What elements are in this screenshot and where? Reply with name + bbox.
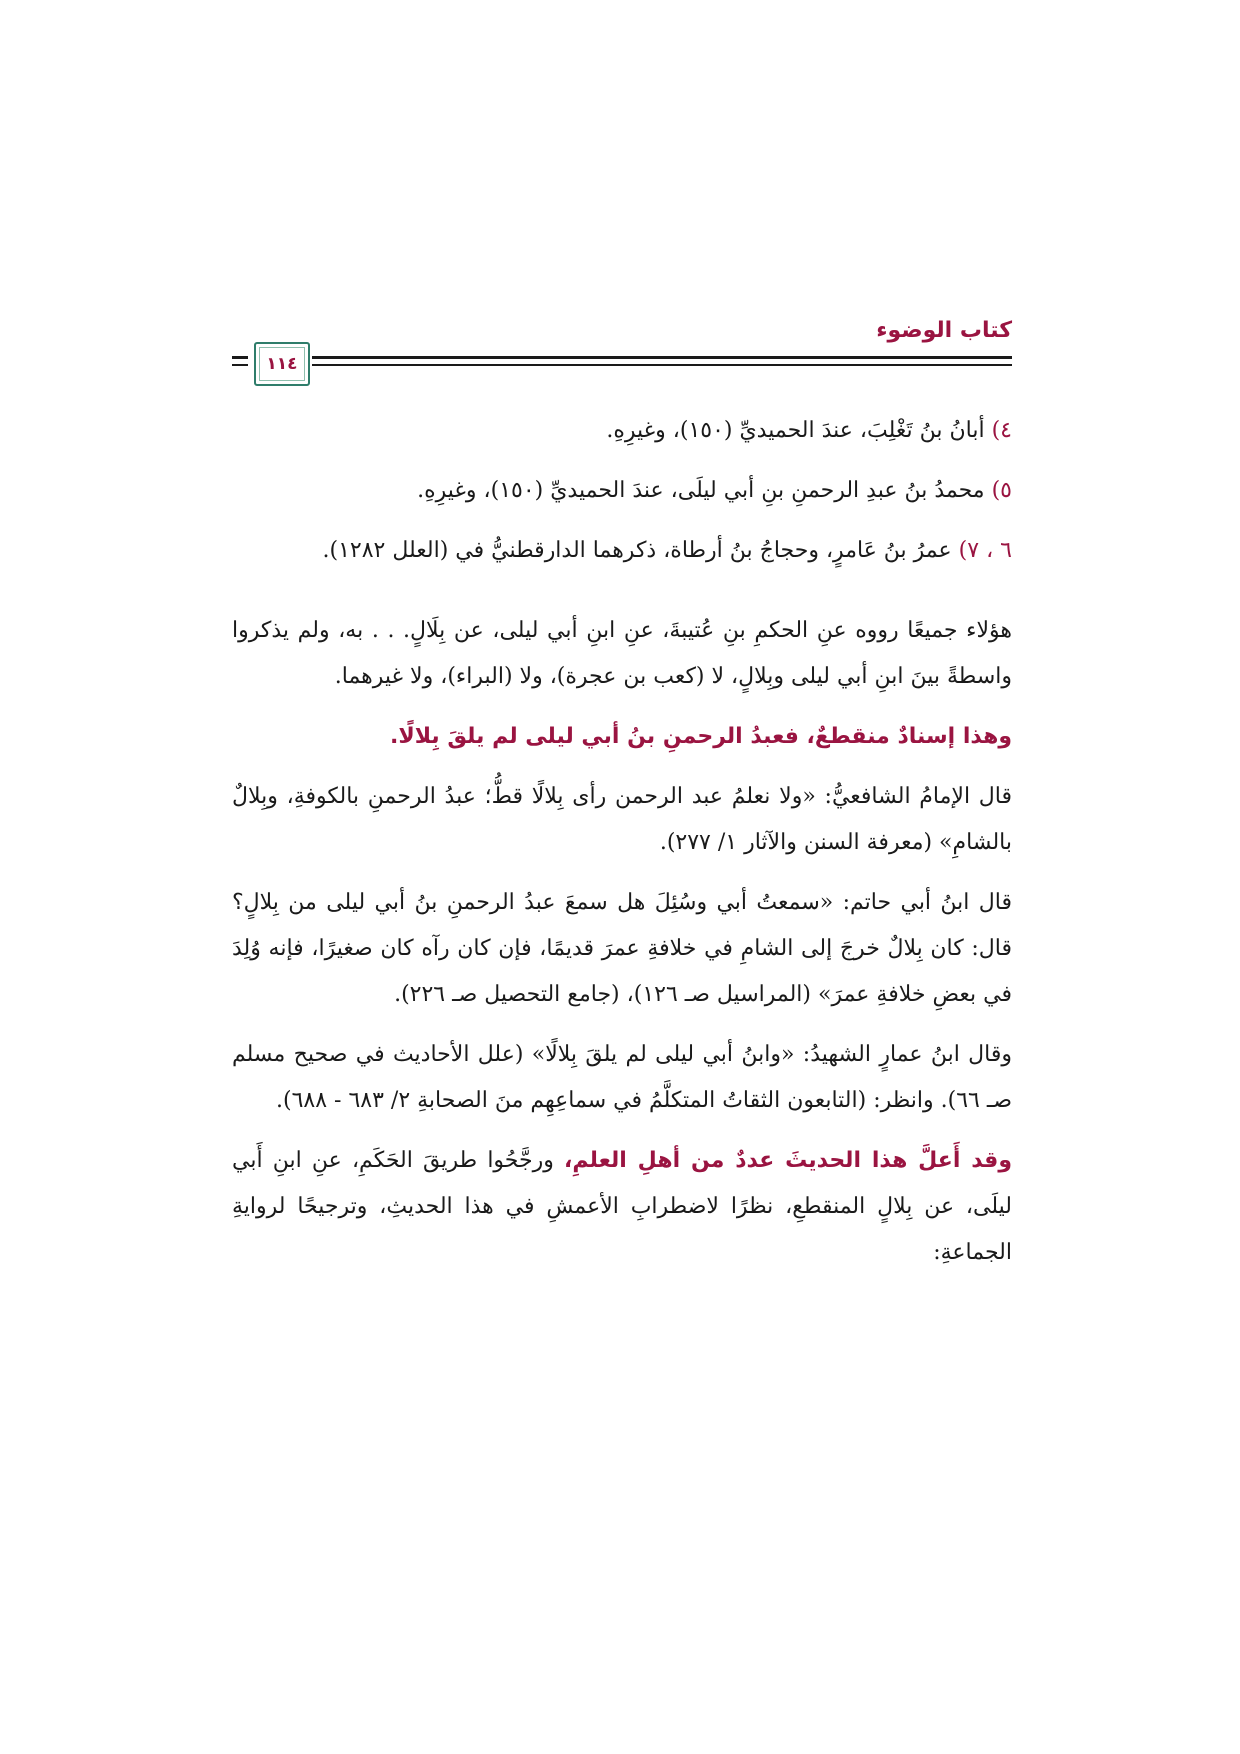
paragraph-conclusion [232, 1138, 1012, 1276]
page-number-badge [254, 342, 310, 386]
paragraph-abi-hatim: قال ابنُ أبي حاتم: «سمعتُ أبي وسُئِلَ هل سمعَ عبدُ الرحمنِ بنُ أبي ليلى من بِلالٍ؟ قال: كان بِلالٌ خرجَ إلى الشامِ في خلافةِ عمرَ قديمًا، فإن كان رآه كان صغيرًا، فإنه وُلِدَ في بعضِ خلافةِ عمرَ» (المراسيل صـ ١٢٦)، (جامع التحصيل صـ ٢٢٦). [232, 890, 1012, 1007]
list-item [232, 468, 1012, 514]
list-item-number: ٥) [991, 478, 1012, 503]
page-body [232, 408, 1012, 1290]
book-title: كتاب الوضوء [876, 318, 1012, 343]
conclusion-text: ورجَّحُوا طريقَ الحَكَمِ، عنِ ابنِ أَبي ليلَى، عن بِلالٍ المنقطعِ، نظرًا لاضطرابِ الأعمشِ في هذا الحديثِ، وترجيحًا لروايةِ الجماعةِ: [232, 1148, 1012, 1265]
page-number: ١١٤ [266, 354, 298, 374]
page-header [232, 318, 1012, 380]
paragraph-verdict: وهذا إسنادٌ منقطعٌ، فعبدُ الرحمنِ بنُ أبي ليلى لم يلقَ بِلالًا. [389, 724, 1012, 749]
header-rule-thin [232, 364, 1012, 366]
section-spacer [232, 588, 1012, 608]
list-item-number: ٦ ، ٧) [958, 538, 1012, 563]
paragraph-shafii: قال الإمامُ الشافعيُّ: «ولا نعلمُ عبد الرحمن رأى بِلالًا قطُّ؛ عبدُ الرحمنِ بالكوفةِ، وبِلالٌ بالشامِ» (معرفة السنن والآثار ١/ ٢٧٧). [232, 784, 1012, 855]
list-item-number: ٤) [991, 418, 1012, 443]
list-item [232, 408, 1012, 454]
list-item [232, 528, 1012, 574]
list-item-text: عمرُ بنُ عَامرٍ، وحجاجُ بنُ أرطاة، ذكرهما الدارقطنيُّ في (العلل ١٢٨٢). [322, 538, 959, 563]
list-item-text: محمدُ بنُ عبدِ الرحمنِ بنِ أبي ليلَى، عندَ الحميديِّ (١٥٠)، وغيرِهِ. [417, 478, 992, 503]
conclusion-highlight: وقد أَعلَّ هذا الحديثَ عددٌ من أهلِ العلمِ، [564, 1148, 1012, 1173]
header-rule-thick [232, 356, 1012, 359]
paragraph-narrators: هؤلاء جميعًا رووه عنِ الحكمِ بنِ عُتيبةَ، عنِ ابنِ أبي ليلى، عن بِلَالٍ. . . به، ولم يذكروا واسطةً بينَ ابنِ أبي ليلى وبِلالٍ، لا (كعب بن عجرة)، ولا (البراء)، ولا غيرهما. [232, 618, 1012, 689]
list-item-text: أبانُ بنُ تَغْلِبَ، عندَ الحميديِّ (١٥٠)، وغيرِهِ. [606, 418, 992, 443]
paragraph-ibn-ammar: وقال ابنُ عمارٍ الشهيدُ: «وابنُ أبي ليلى لم يلقَ بِلالًا» (علل الأحاديث في صحيح مسلم صـ ٦٦). وانظر: (التابعون الثقاتُ المتكلَّمُ في سماعِهِم منَ الصحابةِ ٢/ ٦٨٣ - ٦٨٨). [232, 1042, 1012, 1113]
